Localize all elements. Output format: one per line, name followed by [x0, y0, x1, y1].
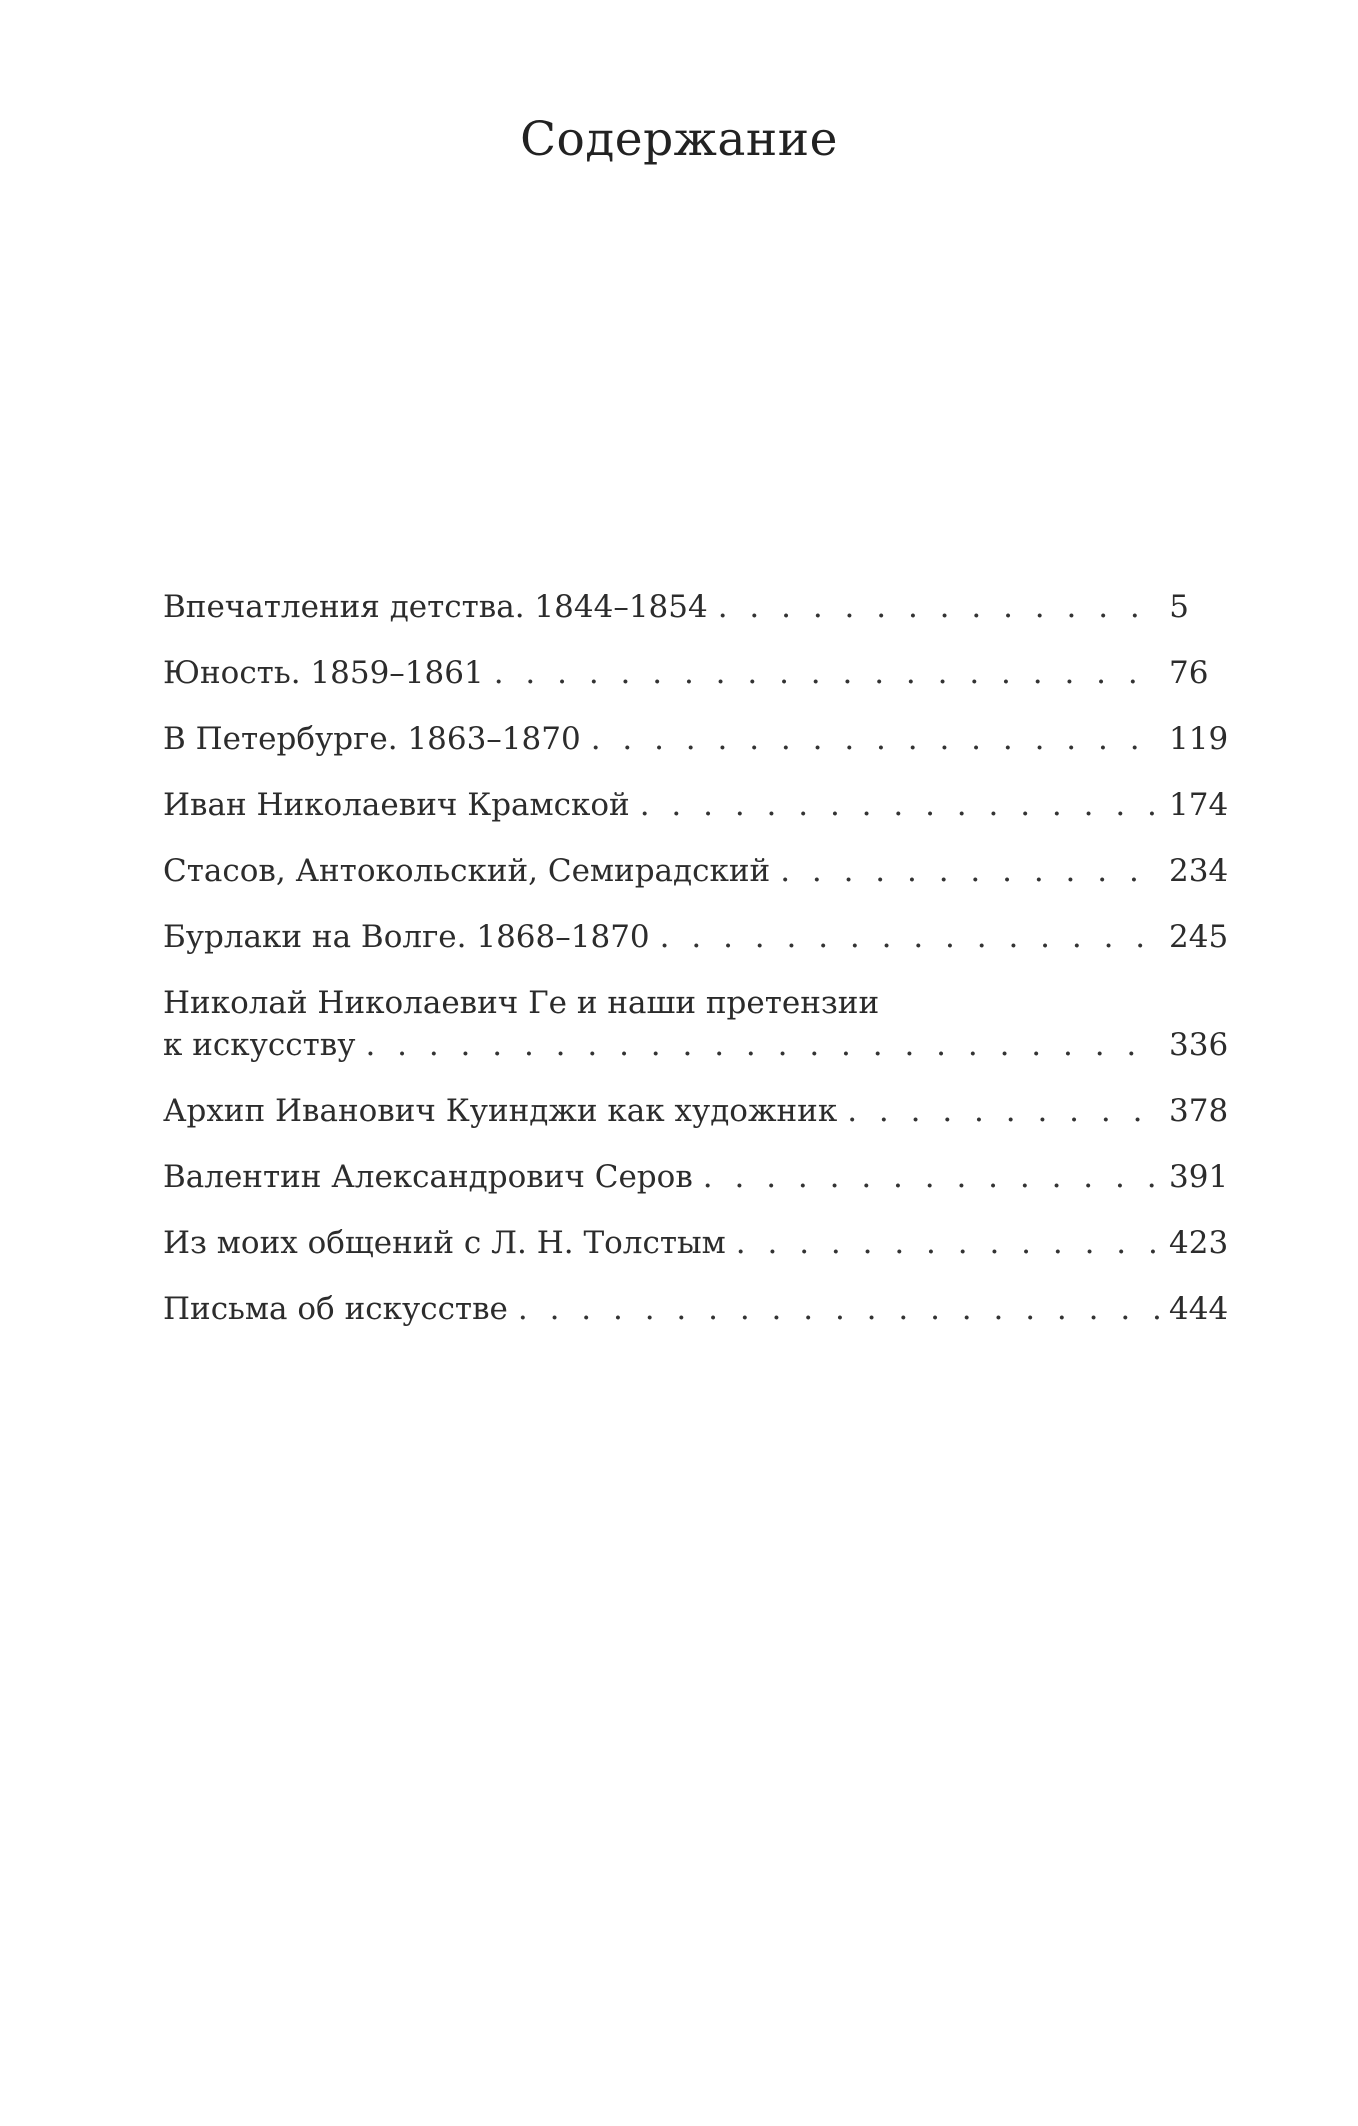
toc-entry	[163, 718, 1229, 760]
page-title: Содержание	[520, 112, 838, 167]
toc-entry	[163, 784, 1229, 826]
toc-entry-title: В Петербурге. 1863–1870	[163, 721, 581, 757]
toc-entry-title: Стасов, Антокольский, Семирадский	[163, 853, 771, 889]
toc-entry-page: 119	[1169, 721, 1229, 757]
dot-leader	[591, 718, 1159, 760]
toc-entry-page: 76	[1169, 655, 1209, 691]
toc-entry-title: Валентин Александрович Серов	[163, 1159, 693, 1195]
toc-entry-title-line2: к искусству	[163, 1027, 356, 1063]
toc-entry-title: Из моих общений с Л. Н. Толстым	[163, 1225, 726, 1261]
toc-entry-page: 245	[1169, 919, 1229, 955]
toc-entry-page: 444	[1169, 1291, 1229, 1327]
toc-entry-page: 336	[1169, 1027, 1229, 1063]
toc-entry	[163, 850, 1229, 892]
toc-entry-title: Бурлаки на Волге. 1868–1870	[163, 919, 650, 955]
toc-entry	[163, 1222, 1229, 1264]
dot-leader	[718, 586, 1159, 628]
dot-leader	[780, 850, 1159, 892]
toc-entry-title: Иван Николаевич Крамской	[163, 787, 630, 823]
toc-entry-title: Впечатления детства. 1844–1854	[163, 589, 708, 625]
toc-entry	[163, 982, 1229, 1066]
dot-leader	[494, 652, 1159, 694]
toc-entry	[163, 1156, 1229, 1198]
dot-leader	[660, 916, 1159, 958]
toc-entry-title: Письма об искусстве	[163, 1291, 508, 1327]
toc-entry-title: Архип Иванович Куинджи как художник	[163, 1093, 838, 1129]
toc-entry-last-line	[163, 1024, 1229, 1066]
toc-entry-page: 174	[1169, 787, 1229, 823]
dot-leader	[365, 1024, 1159, 1066]
toc-entry	[163, 652, 1209, 694]
dot-leader	[518, 1288, 1159, 1330]
toc-entry-page: 391	[1169, 1159, 1229, 1195]
dot-leader	[703, 1156, 1159, 1198]
table-of-contents	[163, 586, 1229, 1354]
dot-leader	[640, 784, 1159, 826]
toc-entry	[163, 586, 1189, 628]
toc-entry-title-line1: Николай Николаевич Ге и наши претензии	[163, 985, 880, 1021]
toc-entry-page: 378	[1169, 1093, 1229, 1129]
toc-entry	[163, 1288, 1229, 1330]
dot-leader	[847, 1090, 1159, 1132]
toc-entry	[163, 916, 1229, 958]
toc-entry-page: 234	[1169, 853, 1229, 889]
toc-entry-title: Юность. 1859–1861	[163, 655, 484, 691]
toc-entry	[163, 1090, 1229, 1132]
dot-leader	[736, 1222, 1159, 1264]
toc-entry-page: 5	[1169, 589, 1189, 625]
toc-entry-page: 423	[1169, 1225, 1229, 1261]
